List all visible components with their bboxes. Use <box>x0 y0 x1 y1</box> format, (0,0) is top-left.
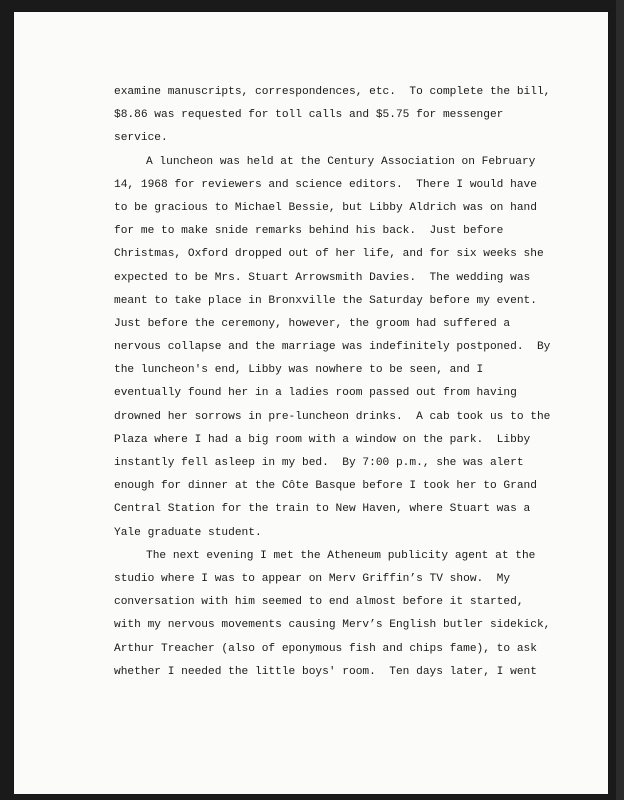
text-line: $8.86 was requested for toll calls and $5.75 for messenger <box>114 109 504 122</box>
text-line: Christmas, Oxford dropped out of her life, and for six weeks she <box>114 248 544 261</box>
text-line: for me to make snide remarks behind his back. Just before <box>114 225 504 238</box>
text-line: expected to be Mrs. Stuart Arrowsmith Davies. The wedding was <box>114 271 531 284</box>
text-line: with my nervous movements causing Merv’s English butler sidekick, <box>114 619 551 632</box>
text-line: instantly fell asleep in my bed. By 7:00 p.m., she was alert <box>114 457 524 469</box>
text-line: Plaza where I had a big room with a window on the park. Libby <box>114 433 531 446</box>
text-line: Central Station for the train to New Haven, where Stuart was a <box>114 503 531 516</box>
text-line: 14, 1968 for reviewers and science editors. There I would have <box>114 178 537 191</box>
text-line: whether I needed the little boys' room. Ten days later, I went <box>114 665 537 678</box>
text-line: A luncheon was held at the Century Association on February <box>146 155 536 168</box>
text-line: the luncheon's end, Libby was nowhere to be seen, and I <box>114 364 484 377</box>
text-line: enough for dinner at the Côte Basque before I took her to Grand <box>114 480 537 493</box>
text-line: examine manuscripts, correspondences, etc. To complete the bill, <box>114 86 551 98</box>
text-line: Yale graduate student. <box>114 526 262 539</box>
text-line: meant to take place in Bronxville the Saturday before my event. <box>114 294 537 307</box>
text-line: eventually found her in a ladies room passed out from having <box>114 387 517 400</box>
text-line: conversation with him seemed to end almost before it started, <box>114 596 524 609</box>
text-line: drowned her sorrows in pre-luncheon drinks. A cab took us to the <box>114 410 551 423</box>
document-body <box>114 84 554 687</box>
page-edge <box>616 0 624 800</box>
text-line: Just before the ceremony, however, the groom had suffered a <box>114 317 511 330</box>
text-line: service. <box>114 132 168 145</box>
text-line: to be gracious to Michael Bessie, but Libby Aldrich was on hand <box>114 201 537 214</box>
text-line: Arthur Treacher (also of eponymous fish and chips fame), to ask <box>114 642 537 655</box>
text-line: The next evening I met the Atheneum publicity agent at the <box>146 549 536 562</box>
text-line: nervous collapse and the marriage was indefinitely postponed. By <box>114 341 551 354</box>
text-line: studio where I was to appear on Merv Griffin’s TV show. My <box>114 572 511 585</box>
